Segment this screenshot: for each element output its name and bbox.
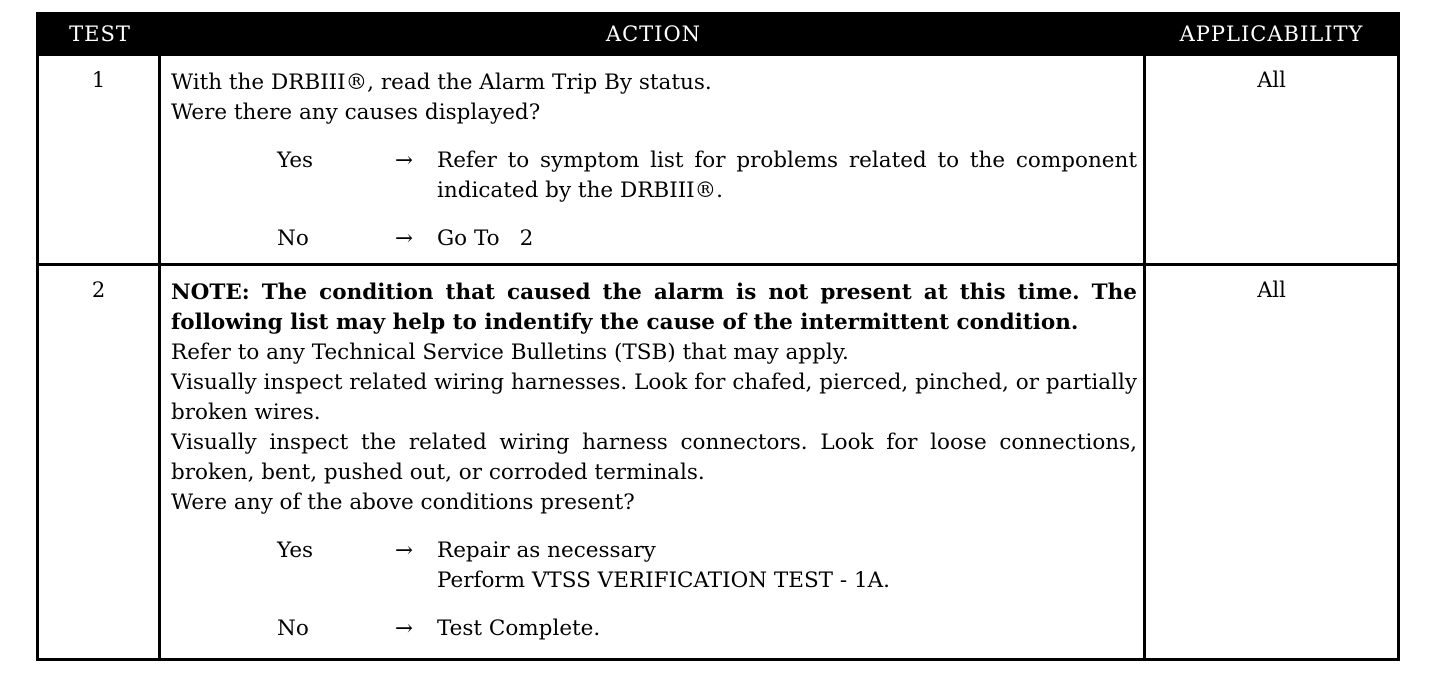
yes-result: Refer to symptom list for problems related to the component indicated by the DRBIII®. <box>437 148 1137 203</box>
yes-result-line: Repair as necessary <box>437 538 656 563</box>
yes-result <box>437 536 1137 596</box>
diagnostic-test-table <box>36 12 1400 661</box>
action-line: Were there any causes displayed? <box>171 100 541 125</box>
no-result <box>437 224 1137 254</box>
header-test: TEST <box>69 22 131 46</box>
arrow-icon: → <box>395 148 414 173</box>
action-line: Refer to any Technical Service Bulletins (TSB) that may apply. <box>171 340 849 365</box>
no-result: Test Complete. <box>437 616 601 641</box>
action-line: With the DRBIII®, read the Alarm Trip By status. <box>171 70 712 95</box>
yes-label: Yes <box>277 148 314 173</box>
no-option <box>171 614 1137 644</box>
applicability-cell: All <box>1257 68 1286 92</box>
no-label: No <box>277 616 309 641</box>
action-line: Visually inspect the related wiring harness connectors. Look for loose connections, broken, bent, pushed out, or corroded terminals. <box>171 430 1137 485</box>
table-header <box>39 15 1397 53</box>
action-line: Were any of the above conditions present? <box>171 490 635 515</box>
yes-result-line: Perform VTSS VERIFICATION TEST - 1A. <box>437 568 890 593</box>
arrow-icon: → <box>395 616 414 641</box>
test-number: 2 <box>39 266 161 658</box>
arrow-icon: → <box>395 538 414 563</box>
yes-option <box>171 146 1137 206</box>
table-row <box>39 263 1397 658</box>
note-text: NOTE: The condition that caused the alarm is not present at this time. The following list may help to indentify the cause of the intermittent condition. <box>171 280 1137 335</box>
table-row <box>39 53 1397 263</box>
header-applicability: APPLICABILITY <box>1179 22 1364 46</box>
action-cell <box>161 56 1146 263</box>
applicability-cell: All <box>1257 278 1286 302</box>
action-line: Visually inspect related wiring harnesses. Look for chafed, pierced, pinched, or partially broken wires. <box>171 370 1137 425</box>
header-action: ACTION <box>605 22 702 46</box>
yes-label: Yes <box>277 538 314 563</box>
arrow-icon: → <box>395 226 414 251</box>
no-label: No <box>277 226 309 251</box>
no-option <box>171 224 1137 254</box>
goto-target: 2 <box>519 226 534 251</box>
yes-option <box>171 536 1137 596</box>
test-number: 1 <box>39 56 161 263</box>
action-cell <box>161 266 1146 658</box>
goto-text: Go To <box>437 226 500 251</box>
